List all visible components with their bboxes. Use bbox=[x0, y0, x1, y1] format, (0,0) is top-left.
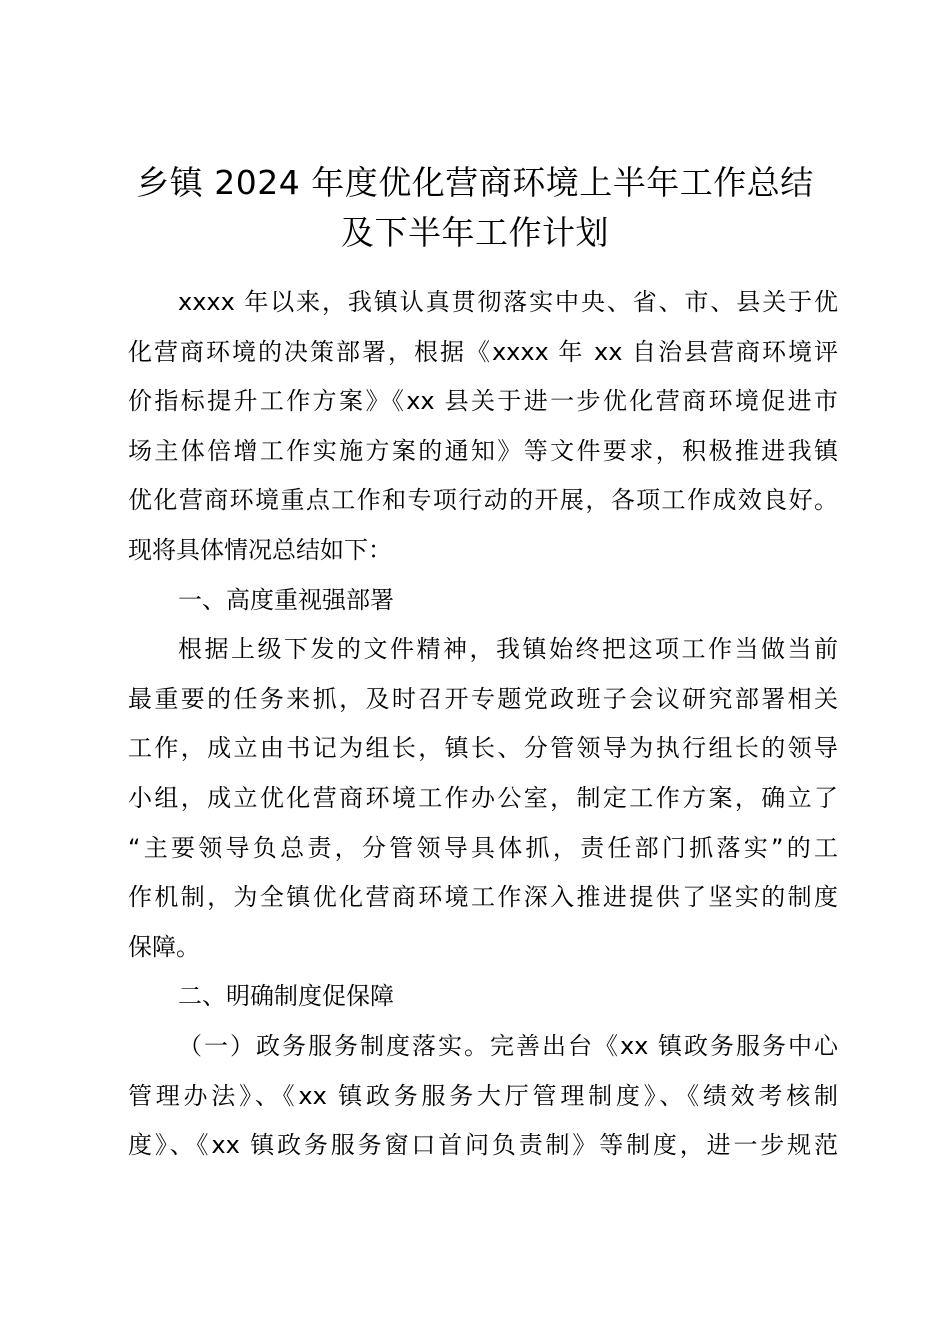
body-line: 小组，成立优化营商环境工作办公室，制定工作方案，确立了 bbox=[128, 783, 838, 812]
document-title-line-2: 及下半年工作计划 bbox=[341, 213, 609, 252]
body-line: “主要领导负总责，分管领导具体抓，责任部门抓落实”的工 bbox=[128, 833, 838, 862]
body-line: xxxx 年以来，我镇认真贯彻落实中央、省、市、县关于优 bbox=[178, 288, 838, 316]
body-line: 保障。 bbox=[128, 932, 200, 961]
section-heading-2: 二、明确制度促保障 bbox=[178, 982, 394, 1011]
body-line: 化营商环境的决策部署，根据《xxxx 年 xx 自治县营商环境评 bbox=[128, 337, 838, 366]
document-title-line-1: 乡镇 2024 年度优化营商环境上半年工作总结 bbox=[136, 163, 814, 202]
body-line: 价指标提升工作方案》《xx 县关于进一步优化营商环境促进市 bbox=[128, 387, 838, 416]
body-line: 优化营商环境重点工作和专项行动的开展，各项工作成效良好。 bbox=[128, 486, 838, 515]
body-line: 现将具体情况总结如下： bbox=[128, 535, 392, 564]
body-line: 工作，成立由书记为组长，镇长、分管领导为执行组长的领导 bbox=[128, 734, 838, 763]
body-line: 根据上级下发的文件精神，我镇始终把这项工作当做当前 bbox=[178, 635, 838, 664]
body-line: 度》、《xx 镇政务服务窗口首问负责制》等制度，进一步规范 bbox=[128, 1131, 838, 1160]
body-line: 作机制，为全镇优化营商环境工作深入推进提供了坚实的制度 bbox=[128, 883, 838, 912]
body-line: 场主体倍增工作实施方案的通知》等文件要求，积极推进我镇 bbox=[128, 436, 838, 465]
section-heading-1: 一、高度重视强部署 bbox=[178, 585, 394, 614]
body-line: 最重要的任务来抓，及时召开专题党政班子会议研究部署相关 bbox=[128, 684, 838, 713]
body-line: （一）政务服务制度落实。完善出台《xx 镇政务服务中心 bbox=[178, 1031, 838, 1060]
body-line: 管理办法》、《xx 镇政务服务大厅管理制度》、《绩效考核制 bbox=[128, 1081, 838, 1110]
document-body bbox=[128, 278, 838, 1171]
